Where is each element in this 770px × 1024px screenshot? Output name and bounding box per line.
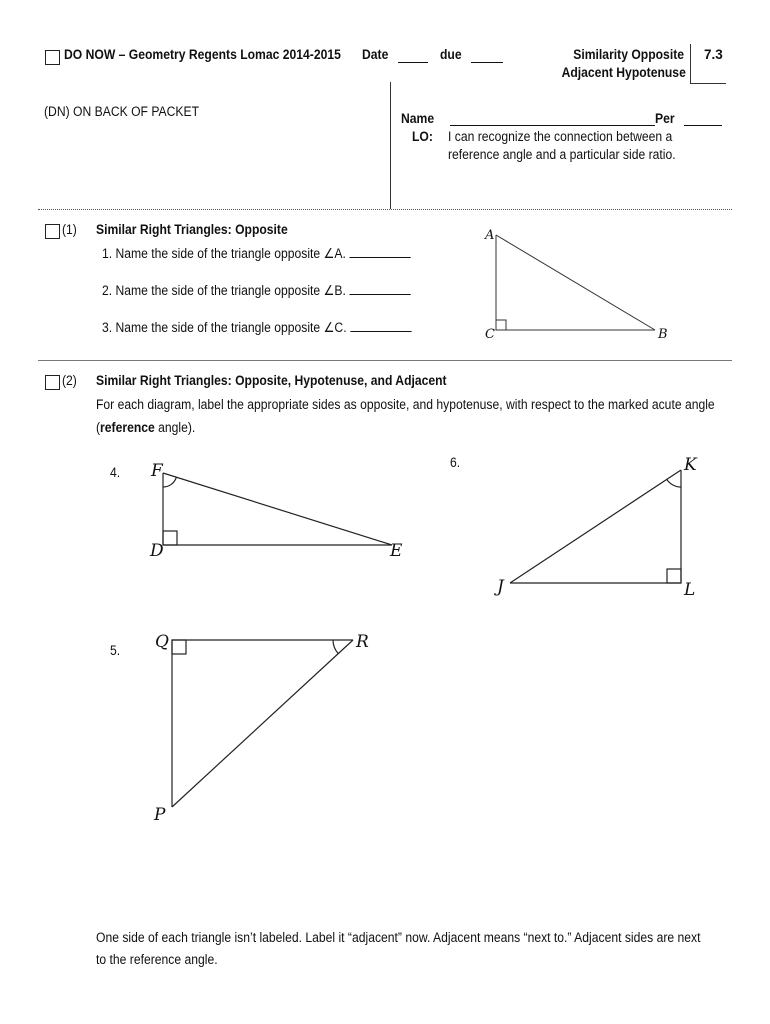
lo-label: LO: — [412, 129, 433, 144]
section-2-checkbox[interactable] — [45, 375, 60, 390]
right-angle-marker-d — [163, 531, 177, 545]
section-1-checkbox[interactable] — [45, 224, 60, 239]
triangle-kjl — [510, 470, 681, 583]
footer-line-1: One side of each triangle isn’t labeled. Label it “adjacent” now. Adjacent means “next to.” Adjacent sides are next — [96, 930, 701, 945]
footer-line-2: to the reference angle. — [96, 952, 218, 967]
section-2-number: (2) — [62, 373, 77, 388]
do-now-checkbox[interactable] — [45, 50, 60, 65]
due-blank[interactable] — [471, 50, 503, 63]
triangle-abc — [496, 235, 655, 330]
section-divider-1 — [38, 209, 732, 210]
date-label: Date — [362, 47, 389, 62]
vertex-b: B — [658, 327, 668, 342]
diagram-4-number: 4. — [110, 465, 121, 480]
answer-blank-1[interactable] — [350, 246, 411, 258]
lesson-box-divider — [690, 44, 691, 84]
section-divider-2 — [38, 360, 732, 361]
section-2-instruction-1: For each diagram, label the appropriate sides as opposite, and hypotenuse, with respect to the marked acute angle — [96, 397, 715, 412]
section-1-number: (1) — [62, 222, 77, 237]
due-label: due — [440, 47, 462, 62]
vertex-a: A — [485, 228, 495, 243]
answer-blank-3[interactable] — [350, 320, 411, 332]
name-blank[interactable] — [450, 113, 655, 126]
right-angle-marker-q — [172, 640, 186, 654]
per-label: Per — [655, 111, 675, 126]
section-1-title: Similar Right Triangles: Opposite — [96, 222, 288, 237]
reference-angle-arc-r — [333, 640, 338, 654]
diagram-5-number: 5. — [110, 643, 121, 658]
vertex-c: C — [485, 327, 495, 342]
lo-line-2: reference angle and a particular side ratio. — [448, 147, 676, 162]
question-2: 2. Name the side of the triangle opposite ∠B. — [102, 283, 411, 299]
per-blank[interactable] — [684, 113, 722, 126]
right-angle-marker-c — [496, 320, 506, 330]
intro-divider — [390, 82, 391, 209]
section-2-title: Similar Right Triangles: Opposite, Hypotenuse, and Adjacent — [96, 373, 447, 388]
vertex-p: P — [154, 805, 166, 825]
lesson-number: 7.3 — [704, 47, 723, 62]
topic-line-2: Adjacent Hypotenuse — [561, 65, 686, 80]
triangle-qrp — [172, 640, 353, 807]
vertex-l: L — [684, 580, 696, 600]
diagram-6-number: 6. — [450, 455, 461, 470]
reference-angle-arc-k — [667, 479, 681, 487]
vertex-k: K — [684, 455, 697, 475]
reference-angle-arc-f — [163, 477, 176, 487]
topic-line-1: Similarity Opposite — [573, 47, 684, 62]
section-2-instruction-2: (reference angle). — [96, 420, 196, 435]
vertex-f: F — [151, 461, 163, 481]
vertex-e: E — [390, 541, 403, 561]
header-title: DO NOW – Geometry Regents Lomac 2014-2015 — [64, 47, 341, 62]
dn-note: (DN) ON BACK OF PACKET — [44, 104, 200, 119]
vertex-d: D — [150, 541, 164, 561]
question-1: 1. Name the side of the triangle opposite ∠A. — [102, 246, 411, 262]
vertex-j: J — [497, 577, 504, 597]
lo-line-1: I can recognize the connection between a — [448, 129, 673, 144]
triangle-fde — [163, 473, 392, 545]
lesson-box-bottom — [690, 83, 726, 84]
date-blank[interactable] — [398, 50, 428, 63]
name-label: Name — [401, 111, 435, 126]
right-angle-marker-l — [667, 569, 681, 583]
vertex-r: R — [356, 632, 369, 652]
answer-blank-2[interactable] — [350, 283, 411, 295]
question-3: 3. Name the side of the triangle opposite ∠C. — [102, 320, 411, 336]
vertex-q: Q — [155, 632, 169, 652]
